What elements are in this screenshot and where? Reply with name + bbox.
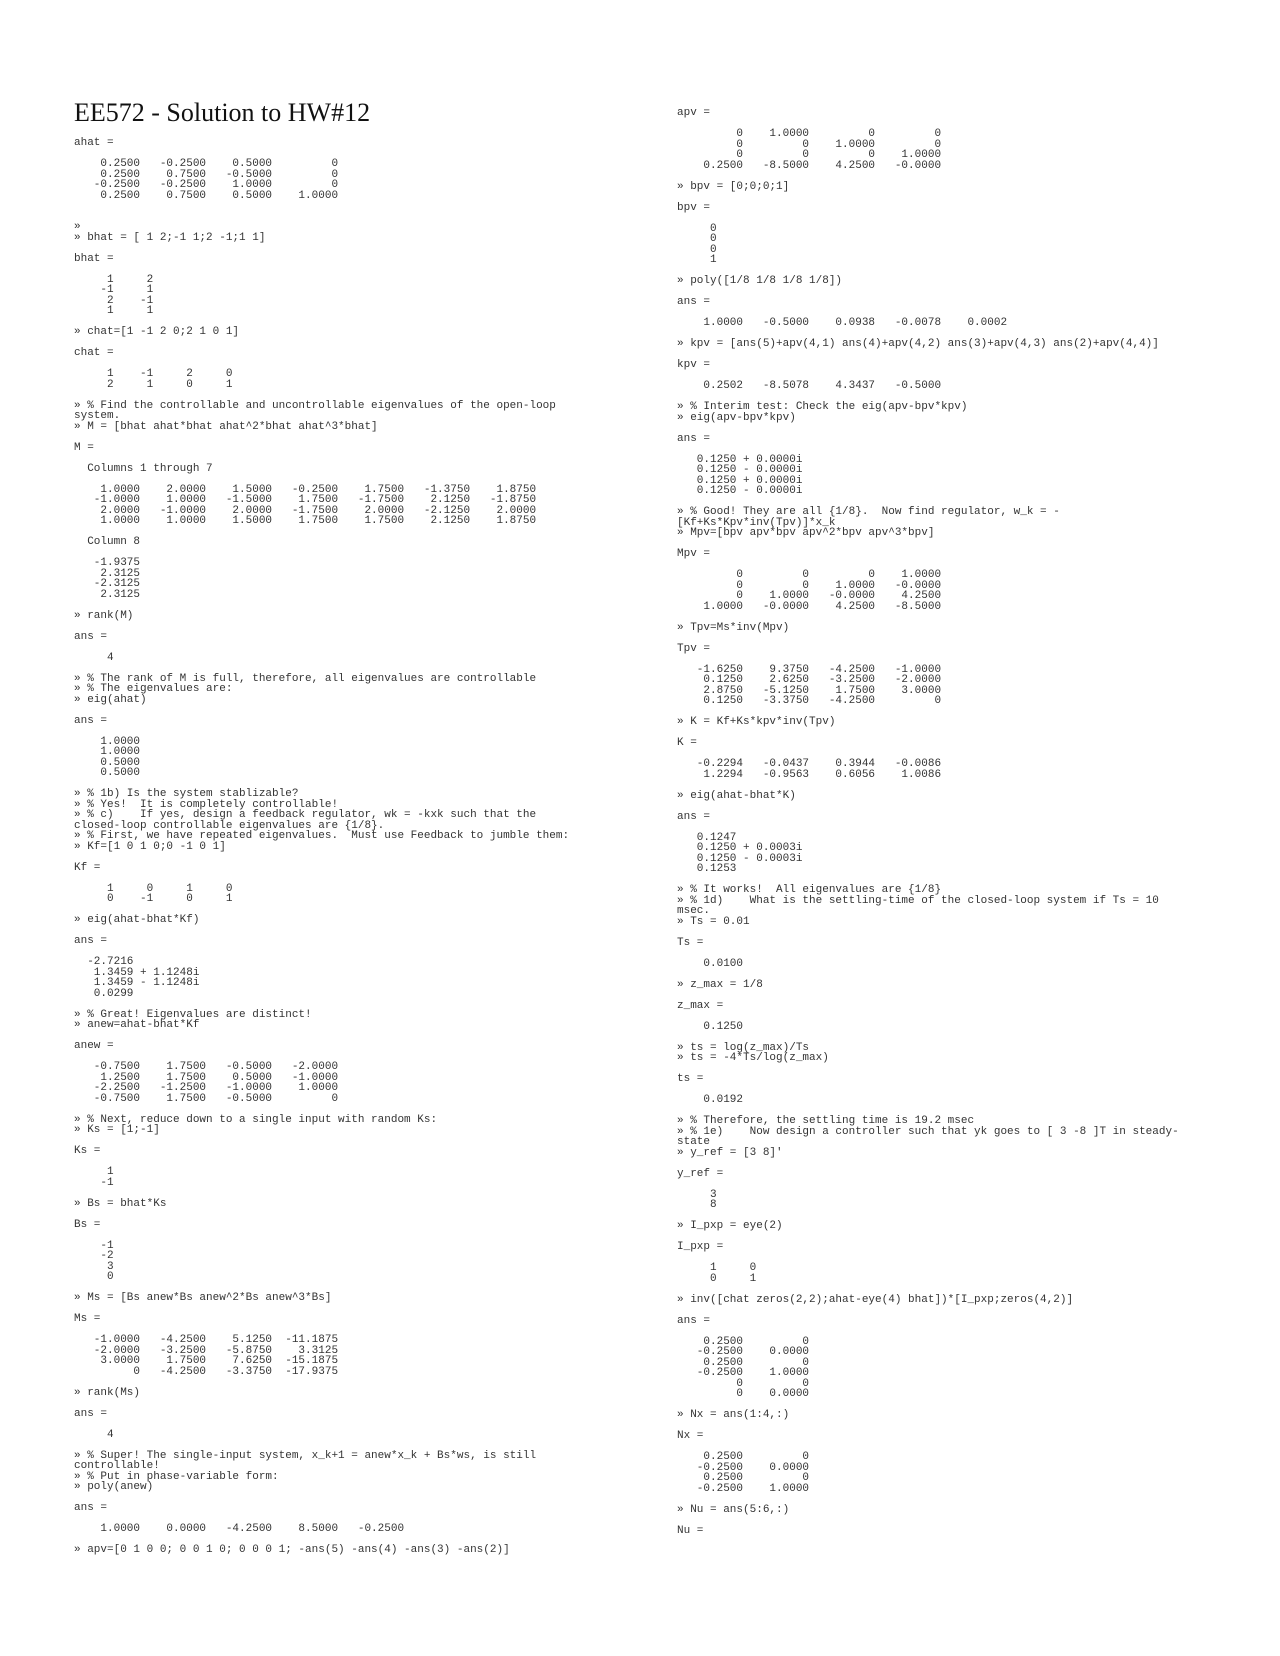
right-column — [677, 108, 1237, 1536]
left-column-matlab-output: ahat = 0.2500 -0.2500 0.5000 0 0.2500 0.7500 -0.5000 0 -0.2500 -0.2500 1.0000 0 0.2500 0.7500 0.5000 1.0000 » » bhat = [ 1 2;-1 1;2 -1;1 1] bhat = 1 2 -1 1 2 -1 1 1 » chat=[1 -1 2 0;2 1 0 1] chat = 1 -1 2 0 2 1 0 1 » % Find the controllable and uncontrollable eigenvalues of the open-loop system. » M = [bhat ahat*bhat ahat^2*bhat ahat^3*bhat] M = Columns 1 through 7 1.0000 2.0000 1.5000 -0.2500 1.7500 -1.3750 1.8750 -1.0000 1.0000 -1.5000 1.7500 -1.7500 2.1250 -1.8750 2.0000 -1.0000 2.0000 -1.7500 2.0000 -2.1250 2.0000 1.0000 1.0000 1.5000 1.7500 1.7500 2.1250 1.8750 Column 8 -1.9375 2.3125 -2.3125 2.3125 » rank(M) ans = 4 » % The rank of M is full, therefore, all eigenvalues are controllable » % The eigenvalues are: » eig(ahat) ans = 1.0000 1.0000 0.5000 0.5000 » % 1b) Is the system stablizable? » % Yes! It is completely controllable! » % c) If yes, design a feedback regulator, wk = -kxk such that the closed-loop controllable eigenvalues are {1/8}. » % First, we have repeated eigenvalues. Must use Feedback to jumble them: » Kf=[1 0 1 0;0 -1 0 1] Kf = 1 0 1 0 0 -1 0 1 » eig(ahat-bhat*Kf) ans = -2.7216 1.3459 + 1.1248i 1.3459 - 1.1248i 0.0299 » % Great! Eigenvalues are distinct! » anew=ahat-bhat*Kf anew = -0.7500 1.7500 -0.5000 -2.0000 1.2500 1.7500 0.5000 -1.0000 -2.2500 -1.2500 -1.0000 1.0000 -0.7500 1.7500 -0.5000 0 » % Next, reduce down to a single input with random Ks: » Ks = [1;-1] Ks = 1 -1 » Bs = bhat*Ks Bs = -1 -2 3 0 » Ms = [Bs anew*Bs anew^2*Bs anew^3*Bs] Ms = -1.0000 -4.2500 5.1250 -11.1875 -2.0000 -3.2500 -5.8750 3.3125 3.0000 1.7500 7.6250 -15.1875 0 -4.2500 -3.3750 -17.9375 » rank(Ms) ans = 4 » % Super! The single-input system, x_k+1 = anew*x_k + Bs*ws, is still controllable! » % Put in phase-variable form: » poly(anew) ans = 1.0000 0.0000 -4.2500 8.5000 -0.2500 » apv=[0 1 0 0; 0 0 1 0; 0 0 0 1; -ans(5) -ans(4) -ans(3) -ans(2)] — [74, 137, 570, 1556]
right-column-matlab-output: apv = 0 1.0000 0 0 0 0 1.0000 0 0 0 0 1.0000 0.2500 -8.5000 4.2500 -0.0000 » bpv = [0;0;0;1] bpv = 0 0 0 1 » poly([1/8 1/8 1/8 1/8]) ans = 1.0000 -0.5000 0.0938 -0.0078 0.0002 » kpv = [ans(5)+apv(4,1) ans(4)+apv(4,2) ans(3)+apv(4,3) ans(2)+apv(4,4)] kpv = 0.2502 -8.5078 4.3437 -0.5000 » % Interim test: Check the eig(apv-bpv*kpv) » eig(apv-bpv*kpv) ans = 0.1250 + 0.0000i 0.1250 - 0.0000i 0.1250 + 0.0000i 0.1250 - 0.0000i » % Good! They are all {1/8}. Now find regulator, w_k = - [Kf+Ks*Kpv*inv(Tpv)]*x_k » Mpv=[bpv apv*bpv apv^2*bpv apv^3*bpv] Mpv = 0 0 0 1.0000 0 0 1.0000 -0.0000 0 1.0000 -0.0000 4.2500 1.0000 -0.0000 4.2500 -8.5000 » Tpv=Ms*inv(Mpv) Tpv = -1.6250 9.3750 -4.2500 -1.0000 0.1250 2.6250 -3.2500 -2.0000 2.8750 -5.1250 1.7500 3.0000 0.1250 -3.3750 -4.2500 0 » K = Kf+Ks*kpv*inv(Tpv) K = -0.2294 -0.0437 0.3944 -0.0086 1.2294 -0.9563 0.6056 1.0086 » eig(ahat-bhat*K) ans = 0.1247 0.1250 + 0.0003i 0.1250 - 0.0003i 0.1253 » % It works! All eigenvalues are {1/8} » % 1d) What is the settling-time of the closed-loop system if Ts = 10 msec. » Ts = 0.01 Ts = 0.0100 » z_max = 1/8 z_max = 0.1250 » ts = log(z_max)/Ts » ts = -4*Ts/log(z_max) ts = 0.0192 » % Therefore, the settling time is 19.2 msec » % 1e) Now design a controller such that yk goes to [ 3 -8 ]T in steady- state » y_ref = [3 8]' y_ref = 3 8 » I_pxp = eye(2) I_pxp = 1 0 0 1 » inv([chat zeros(2,2);ahat-eye(4) bhat])*[I_pxp;zeros(4,2)] ans = 0.2500 0 -0.2500 0.0000 0.2500 0 -0.2500 1.0000 0 0 0 0.0000 » Nx = ans(1:4,:) Nx = 0.2500 0 -0.2500 0.0000 0.2500 0 -0.2500 1.0000 » Nu = ans(5:6,:) Nu = — [677, 107, 1179, 1537]
left-column — [74, 138, 634, 1556]
page-title: EE572 - Solution to HW#12 — [74, 98, 371, 127]
